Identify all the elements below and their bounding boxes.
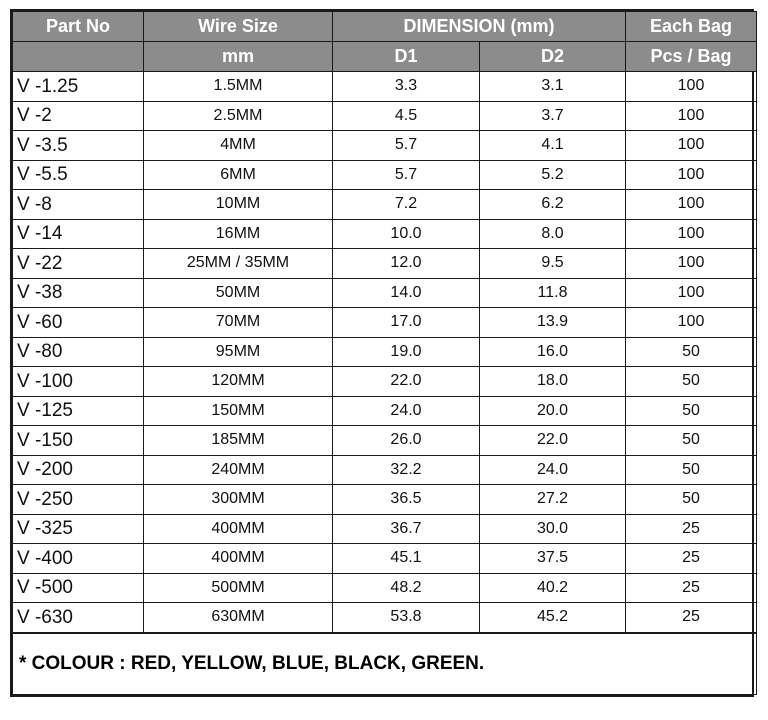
cell-d1: 12.0 [333,249,480,279]
cell-d2: 5.2 [480,160,626,190]
cell-pcs-bag: 25 [626,603,757,633]
cell-part-no: V -22 [13,249,144,279]
cell-wire-size: 70MM [144,308,333,338]
cell-wire-size: 25MM / 35MM [144,249,333,279]
cell-part-no: V -400 [13,544,144,574]
colour-note: * COLOUR : RED, YELLOW, BLUE, BLACK, GREEN. [13,633,757,695]
cell-part-no: V -8 [13,190,144,220]
cell-d1: 10.0 [333,219,480,249]
table-row [13,426,757,456]
cell-d2: 18.0 [480,367,626,397]
cell-wire-size: 300MM [144,485,333,515]
cell-pcs-bag: 100 [626,160,757,190]
cell-d1: 14.0 [333,278,480,308]
cell-part-no: V -3.5 [13,131,144,161]
cell-d1: 7.2 [333,190,480,220]
cell-wire-size: 6MM [144,160,333,190]
cell-pcs-bag: 25 [626,544,757,574]
table-row [13,544,757,574]
cell-part-no: V -500 [13,573,144,603]
cell-part-no: V -125 [13,396,144,426]
cell-part-no: V -38 [13,278,144,308]
cell-part-no: V -60 [13,308,144,338]
header-part-no-blank [13,42,144,72]
cell-pcs-bag: 50 [626,396,757,426]
cell-d2: 3.7 [480,101,626,131]
table-row [13,278,757,308]
cell-d2: 4.1 [480,131,626,161]
cell-pcs-bag: 100 [626,278,757,308]
header-row-2 [13,42,757,72]
cell-d2: 16.0 [480,337,626,367]
table-row [13,603,757,633]
cell-d1: 26.0 [333,426,480,456]
cell-wire-size: 500MM [144,573,333,603]
cell-wire-size: 150MM [144,396,333,426]
cell-wire-size: 400MM [144,514,333,544]
cell-d2: 37.5 [480,544,626,574]
cell-pcs-bag: 100 [626,249,757,279]
header-d2: D2 [480,42,626,72]
cell-d2: 40.2 [480,573,626,603]
table-row [13,219,757,249]
cell-part-no: V -2 [13,101,144,131]
cell-d2: 8.0 [480,219,626,249]
cell-wire-size: 630MM [144,603,333,633]
cell-d1: 17.0 [333,308,480,338]
header-d1: D1 [333,42,480,72]
cell-part-no: V -5.5 [13,160,144,190]
cell-d2: 30.0 [480,514,626,544]
header-dimension: DIMENSION (mm) [333,12,626,42]
cell-wire-size: 185MM [144,426,333,456]
cell-pcs-bag: 50 [626,485,757,515]
cell-pcs-bag: 100 [626,72,757,102]
cell-d1: 36.7 [333,514,480,544]
cell-wire-size: 120MM [144,367,333,397]
spec-sheet [10,9,754,697]
cell-wire-size: 10MM [144,190,333,220]
cell-d2: 45.2 [480,603,626,633]
table-row [13,396,757,426]
cell-pcs-bag: 50 [626,426,757,456]
cell-wire-size: 4MM [144,131,333,161]
header-wire-size: Wire Size [144,12,333,42]
cell-d1: 19.0 [333,337,480,367]
table-row [13,367,757,397]
cell-wire-size: 2.5MM [144,101,333,131]
cell-d1: 5.7 [333,131,480,161]
cell-pcs-bag: 100 [626,101,757,131]
header-row-1 [13,12,757,42]
table-header [13,12,757,72]
cell-wire-size: 16MM [144,219,333,249]
cell-pcs-bag: 100 [626,131,757,161]
cell-wire-size: 1.5MM [144,72,333,102]
table-row [13,337,757,367]
header-pcs-bag: Pcs / Bag [626,42,757,72]
cell-wire-size: 240MM [144,455,333,485]
table-row [13,72,757,102]
cell-pcs-bag: 100 [626,190,757,220]
table-body [13,72,757,633]
note-row [13,633,757,695]
table-row [13,485,757,515]
cell-part-no: V -630 [13,603,144,633]
cell-d2: 20.0 [480,396,626,426]
cell-d2: 3.1 [480,72,626,102]
cell-pcs-bag: 25 [626,514,757,544]
cell-d1: 45.1 [333,544,480,574]
cell-pcs-bag: 25 [626,573,757,603]
cell-d1: 3.3 [333,72,480,102]
cell-d2: 9.5 [480,249,626,279]
cell-part-no: V -200 [13,455,144,485]
table-row [13,514,757,544]
table-row [13,249,757,279]
cell-d1: 53.8 [333,603,480,633]
cell-d2: 13.9 [480,308,626,338]
cell-part-no: V -14 [13,219,144,249]
cell-pcs-bag: 50 [626,455,757,485]
cell-d2: 24.0 [480,455,626,485]
cell-d1: 48.2 [333,573,480,603]
cell-part-no: V -325 [13,514,144,544]
table-row [13,131,757,161]
cell-d1: 24.0 [333,396,480,426]
header-each-bag: Each Bag [626,12,757,42]
header-wire-unit: mm [144,42,333,72]
cell-pcs-bag: 50 [626,337,757,367]
cell-d2: 27.2 [480,485,626,515]
cell-d2: 22.0 [480,426,626,456]
header-part-no: Part No [13,12,144,42]
cell-wire-size: 50MM [144,278,333,308]
cell-part-no: V -150 [13,426,144,456]
cell-d2: 11.8 [480,278,626,308]
cell-wire-size: 95MM [144,337,333,367]
cell-d1: 4.5 [333,101,480,131]
cell-part-no: V -80 [13,337,144,367]
spec-table [12,11,757,695]
table-row [13,455,757,485]
cell-d1: 32.2 [333,455,480,485]
table-row [13,308,757,338]
cell-d1: 36.5 [333,485,480,515]
cell-d1: 5.7 [333,160,480,190]
table-row [13,101,757,131]
table-row [13,190,757,220]
cell-part-no: V -100 [13,367,144,397]
cell-part-no: V -250 [13,485,144,515]
cell-part-no: V -1.25 [13,72,144,102]
cell-wire-size: 400MM [144,544,333,574]
table-row [13,160,757,190]
cell-pcs-bag: 50 [626,367,757,397]
cell-d2: 6.2 [480,190,626,220]
cell-d1: 22.0 [333,367,480,397]
table-row [13,573,757,603]
cell-pcs-bag: 100 [626,308,757,338]
cell-pcs-bag: 100 [626,219,757,249]
